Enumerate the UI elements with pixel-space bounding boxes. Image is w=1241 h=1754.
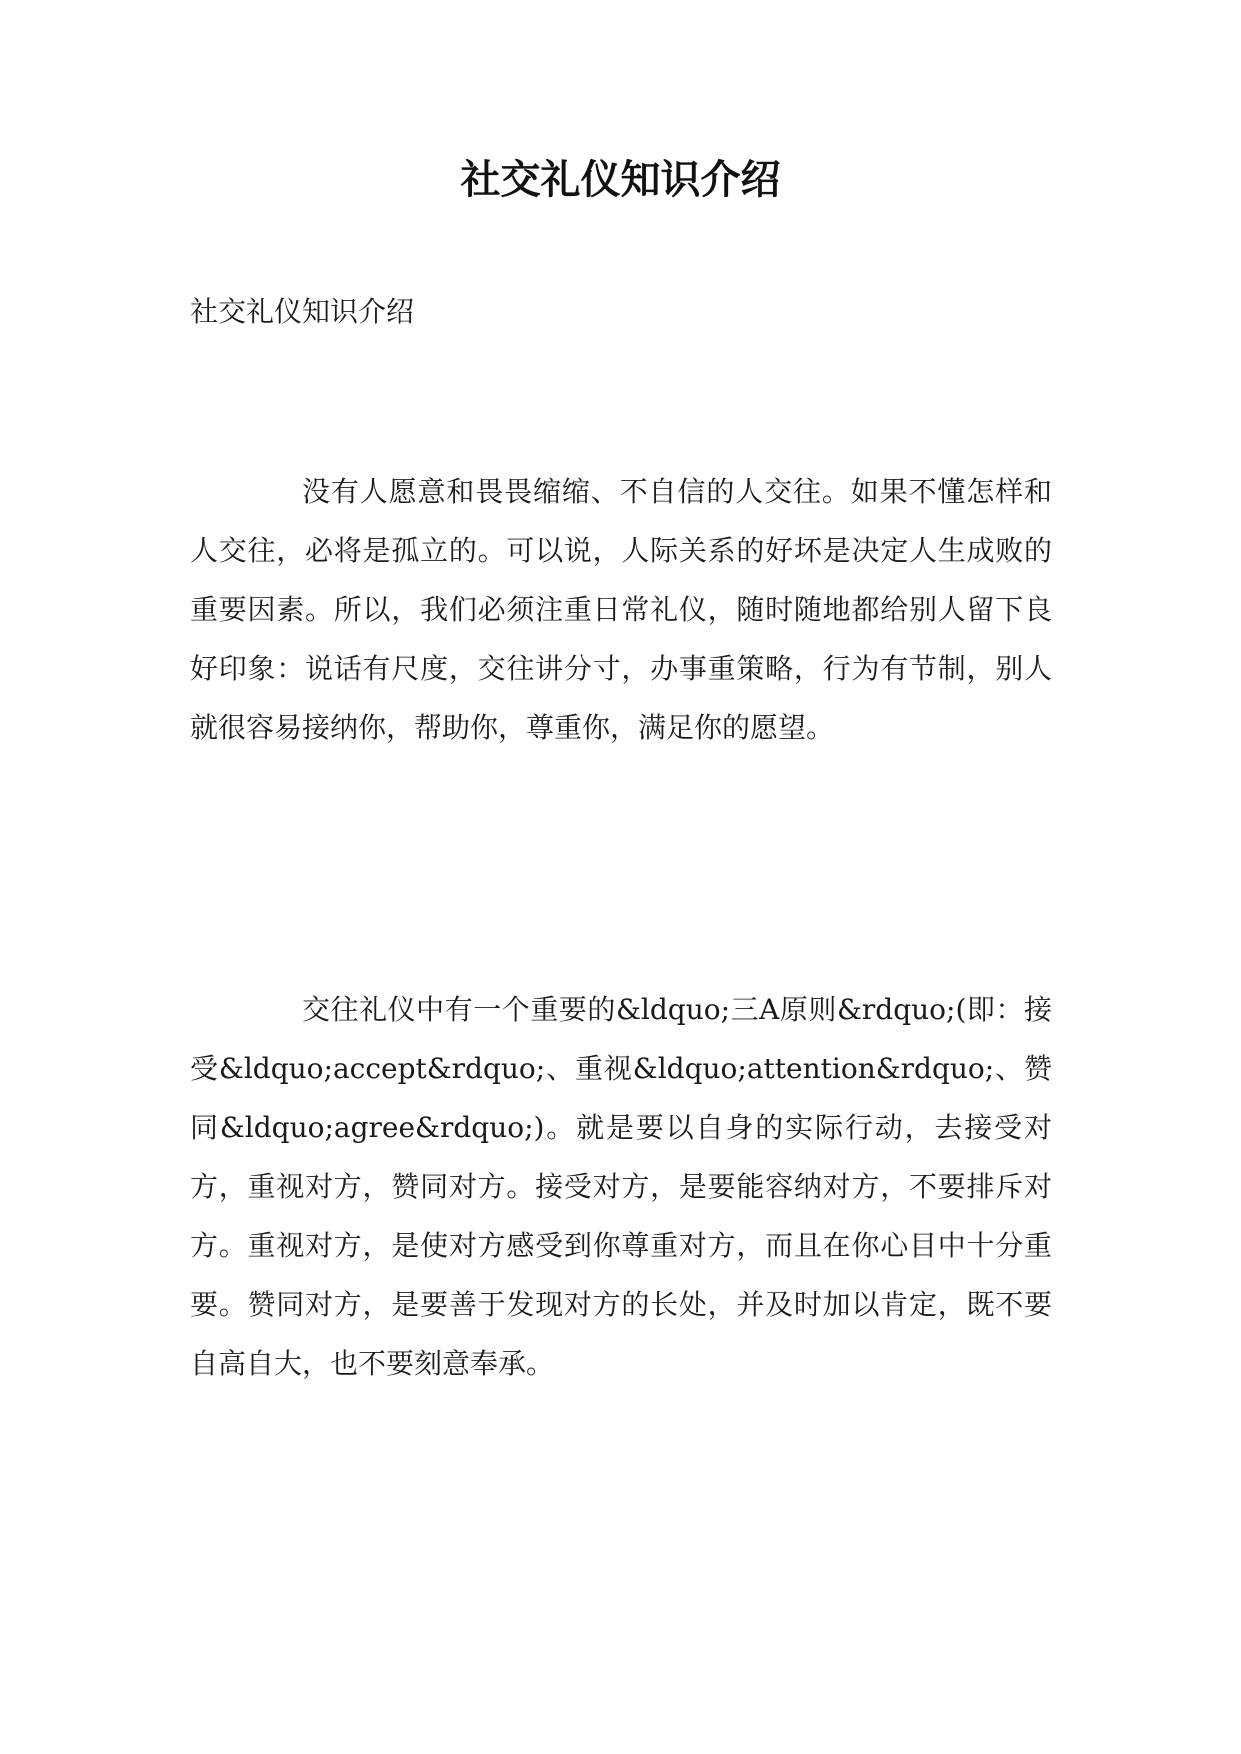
paragraph-three-a-principle: 交往礼仪中有一个重要的&ldquo;三A原则&rdquo;(即：接受&ldquo;accept&rdquo;、重视&ldquo;attention&rdquo;、赞同&ldquo;agree&rdquo;)。就是要以自身的实际行动，去接受对方，重视对方，赞同对方。接受对方，是要能容纳对方，不要排斥对方。重视对方，是使对方感受到你尊重对方，而且在你心目中十分重要。赞同对方，是要善于发现对方的长处，并及时加以肯定，既不要自高自大，也不要刻意奉承。 bbox=[190, 993, 1052, 1380]
paragraph-intro: 没有人愿意和畏畏缩缩、不自信的人交往。如果不懂怎样和人交往，必将是孤立的。可以说，人际关系的好坏是决定人生成败的重要因素。所以，我们必须注重日常礼仪，随时随地都给别人留下良好印象：说话有尺度，交往讲分寸，办事重策略，行为有节制，别人就很容易接纳你，帮助你，尊重你，满足你的愿望。 bbox=[190, 475, 1052, 744]
document-subtitle: 社交礼仪知识介绍 bbox=[190, 295, 415, 328]
page-title: 社交礼仪知识介绍 bbox=[460, 157, 781, 203]
